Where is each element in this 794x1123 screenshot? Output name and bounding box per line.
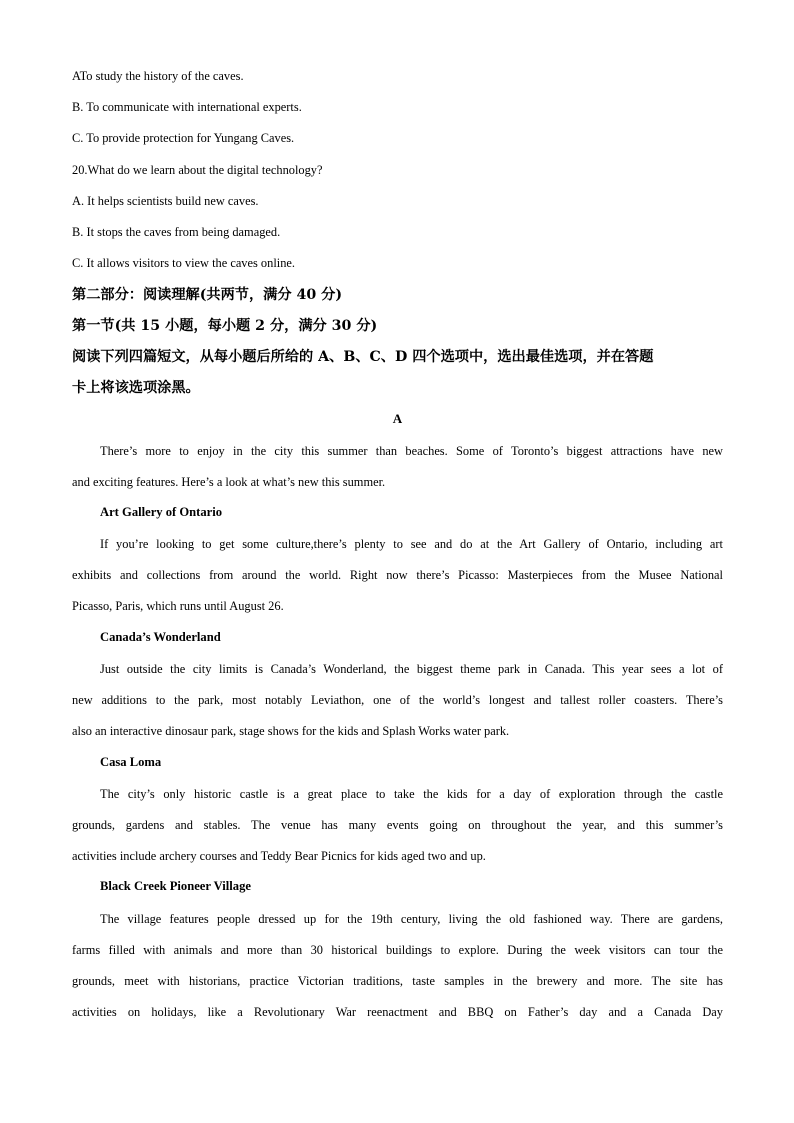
section-paragraph: [72, 529, 723, 622]
question-20: 20.What do we learn about the digital technology?: [72, 163, 323, 177]
option-a-text: ATo study the history of the caves.: [72, 69, 244, 83]
section-title: Canada’s Wonderland: [100, 630, 221, 644]
paragraph-line: also an interactive dinosaur park, stage shows for the kids and Splash Works water park.: [72, 724, 510, 738]
section-one-header: 第一节(共 15 小题，每小题 2 分，满分 30 分): [72, 318, 378, 334]
paragraph-line: Picasso, Paris, which runs until August 26.: [72, 599, 284, 613]
passage-letter: A: [392, 411, 403, 426]
intro-paragraph: [72, 436, 723, 498]
paragraph-line: grounds, gardens and stables. The venue has many events going on throughout the year, and this summer’s: [72, 818, 723, 832]
section-title: Black Creek Pioneer Village: [100, 879, 251, 893]
instruction-line-1: 阅读下列四篇短文，从每小题后所给的 A、B、C、D 四个选项中，选出最佳选项，并在答题: [72, 349, 654, 365]
paragraph-line: There’s more to enjoy in the city this summer than beaches. Some of Toronto’s biggest attractions have new: [100, 444, 723, 458]
option-b-text: B. To communicate with international experts.: [72, 100, 302, 114]
paragraph-line: grounds, meet with historians, practice Victorian traditions, taste samples in the brewery and more. The site has: [72, 974, 723, 988]
section-paragraph: [72, 904, 723, 1028]
section-title: Art Gallery of Ontario: [100, 505, 223, 519]
paragraph-line: The village features people dressed up for the 19th century, living the old fashioned way. There are gardens,: [100, 912, 723, 926]
part-two-header: 第二部分：阅读理解(共两节，满分 40 分): [72, 287, 343, 303]
option-c-text: C. To provide protection for Yungang Caves.: [72, 131, 295, 145]
paragraph-line: and exciting features. Here’s a look at what’s new this summer.: [72, 475, 386, 489]
instruction-line-2: 卡上将该选项涂黑。: [72, 380, 200, 396]
paragraph-line: new additions to the park, most notably Leviathon, one of the world’s longest and tallest roller coasters. There’s: [72, 693, 723, 707]
section-paragraph: [72, 779, 723, 872]
option-b-text: B. It stops the caves from being damaged.: [72, 225, 281, 239]
paragraph-line: activities include archery courses and Teddy Bear Picnics for kids aged two and up.: [72, 849, 486, 863]
paragraph-line: The city’s only historic castle is a great place to take the kids for a day of exploration through the castle: [100, 787, 723, 801]
paragraph-line: activities on holidays, like a Revolutionary War reenactment and BBQ on Father’s day and a Canada Day: [72, 1005, 723, 1019]
section-title: Casa Loma: [100, 755, 162, 769]
paragraph-line: exhibits and collections from around the world. Right now there’s Picasso: Masterpieces from the Musee National: [72, 568, 723, 582]
section-paragraph: [72, 654, 723, 747]
paragraph-line: farms filled with animals and more than 30 historical buildings to explore. During the week visitors can tour the: [72, 943, 723, 957]
option-c-text: C. It allows visitors to view the caves online.: [72, 256, 295, 270]
option-a-text: A. It helps scientists build new caves.: [72, 194, 259, 208]
paragraph-line: If you’re looking to get some culture,there’s plenty to see and do at the Art Gallery of Ontario, including art: [100, 537, 723, 551]
paragraph-line: Just outside the city limits is Canada’s Wonderland, the biggest theme park in Canada. This year sees a lot of: [100, 662, 723, 676]
